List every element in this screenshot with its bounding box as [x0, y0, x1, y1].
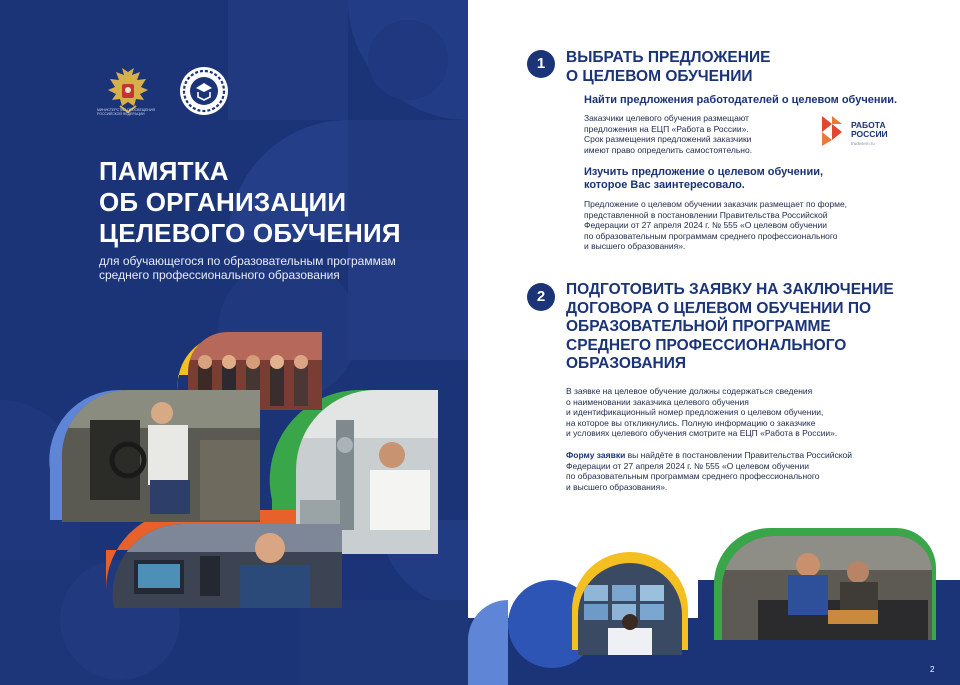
title-line: ОБ ОРГАНИЗАЦИИ — [99, 187, 347, 217]
step1-title-line: О ЦЕЛЕВОМ ОБУЧЕНИИ — [566, 67, 753, 85]
text-line: и условиях целевого обучения смотрите на ЕЦП «Работа в России». — [566, 428, 838, 438]
step2-title-line: ДОГОВОРА О ЦЕЛЕВОМ ОБУЧЕНИИ ПО — [566, 299, 872, 317]
step1-title-line: ВЫБРАТЬ ПРЕДЛОЖЕНИЕ — [566, 49, 771, 66]
text-line: Заказчики целевого обучения размещают — [584, 113, 749, 123]
title-line: ЦЕЛЕВОГО ОБУЧЕНИЯ — [99, 218, 401, 248]
left-page — [0, 0, 468, 685]
ministry-caption: МИНИСТЕРСТВО ПРОСВЕЩЕНИЯ РОССИЙСКОЙ ФЕДЕРАЦИИ — [97, 108, 155, 116]
rabota-logo-line: РОССИИ — [851, 129, 888, 139]
text-line: Федерации от 27 апреля 2024 г. № 555 «О целевом обучении — [566, 460, 809, 471]
text-line: о наименовании заказчика целевого обучения — [566, 396, 749, 407]
text-line: и идентификационный номер предложения о целевом обучении, — [566, 407, 824, 417]
rabota-logo-url: trudvsem.ru — [851, 141, 875, 146]
text-line: Срок размещения предложений заказчики — [584, 134, 752, 144]
rabota-logo-line: РАБОТА — [851, 120, 886, 130]
step1-subheading-line: которое Вас заинтересовало. — [584, 179, 745, 191]
text-line: и высшего образования». — [566, 481, 668, 492]
step1-subheading-line: Найти предложения работодателей о целевом обучении. — [584, 94, 898, 106]
page-subtitle: для обучающегося по образовательным программам среднего профессионального образования — [99, 254, 396, 282]
text-line: по образовательным программам среднего профессионального — [584, 230, 838, 241]
text-line: Федерации от 27 апреля 2024 г. № 555 «О целевом обучении — [584, 220, 827, 230]
text-line: и высшего образования». — [584, 241, 686, 251]
step2-title-line: ОБРАЗОВАНИЯ — [566, 355, 687, 372]
step2-title-line: ОБРАЗОВАТЕЛЬНОЙ ПРОГРАММЕ — [566, 318, 831, 335]
form-link-label: Форму заявки — [566, 450, 626, 460]
text-line: предложения на ЕЦП «Работа в России». — [584, 123, 749, 134]
page-number: 2 — [930, 665, 935, 674]
text-fragment: вы найдёте в постановлении Правительства Российской — [625, 450, 853, 460]
text-line: представленной в постановлении Правительства Российской — [584, 209, 828, 220]
text-line: Предложение о целевом обучении заказчик размещает по форме, — [584, 199, 848, 209]
step2-title-line: СРЕДНЕГО ПРОФЕССИОНАЛЬНОГО — [566, 336, 847, 354]
text-line: В заявке на целевое обучение должны содержаться сведения — [566, 386, 813, 396]
title-line: ПАМЯТКА — [99, 156, 229, 186]
text-line: на которое вы откликнулись. Полную информацию о заказчике — [566, 417, 816, 428]
step-number-badge: 2 — [527, 283, 555, 311]
text-line: по образовательным программам среднего профессионального — [566, 471, 820, 481]
photo-collage — [0, 0, 468, 685]
right-page — [468, 0, 960, 685]
step2-title-line: ПОДГОТОВИТЬ ЗАЯВКУ НА ЗАКЛЮЧЕНИЕ — [566, 281, 894, 298]
bottom-collage — [468, 0, 960, 685]
step1-subheading-line: Изучить предложение о целевом обучении, — [584, 166, 824, 178]
text-line: имеют право определить самостоятельно. — [584, 144, 753, 155]
step-number-badge: 1 — [527, 50, 555, 78]
